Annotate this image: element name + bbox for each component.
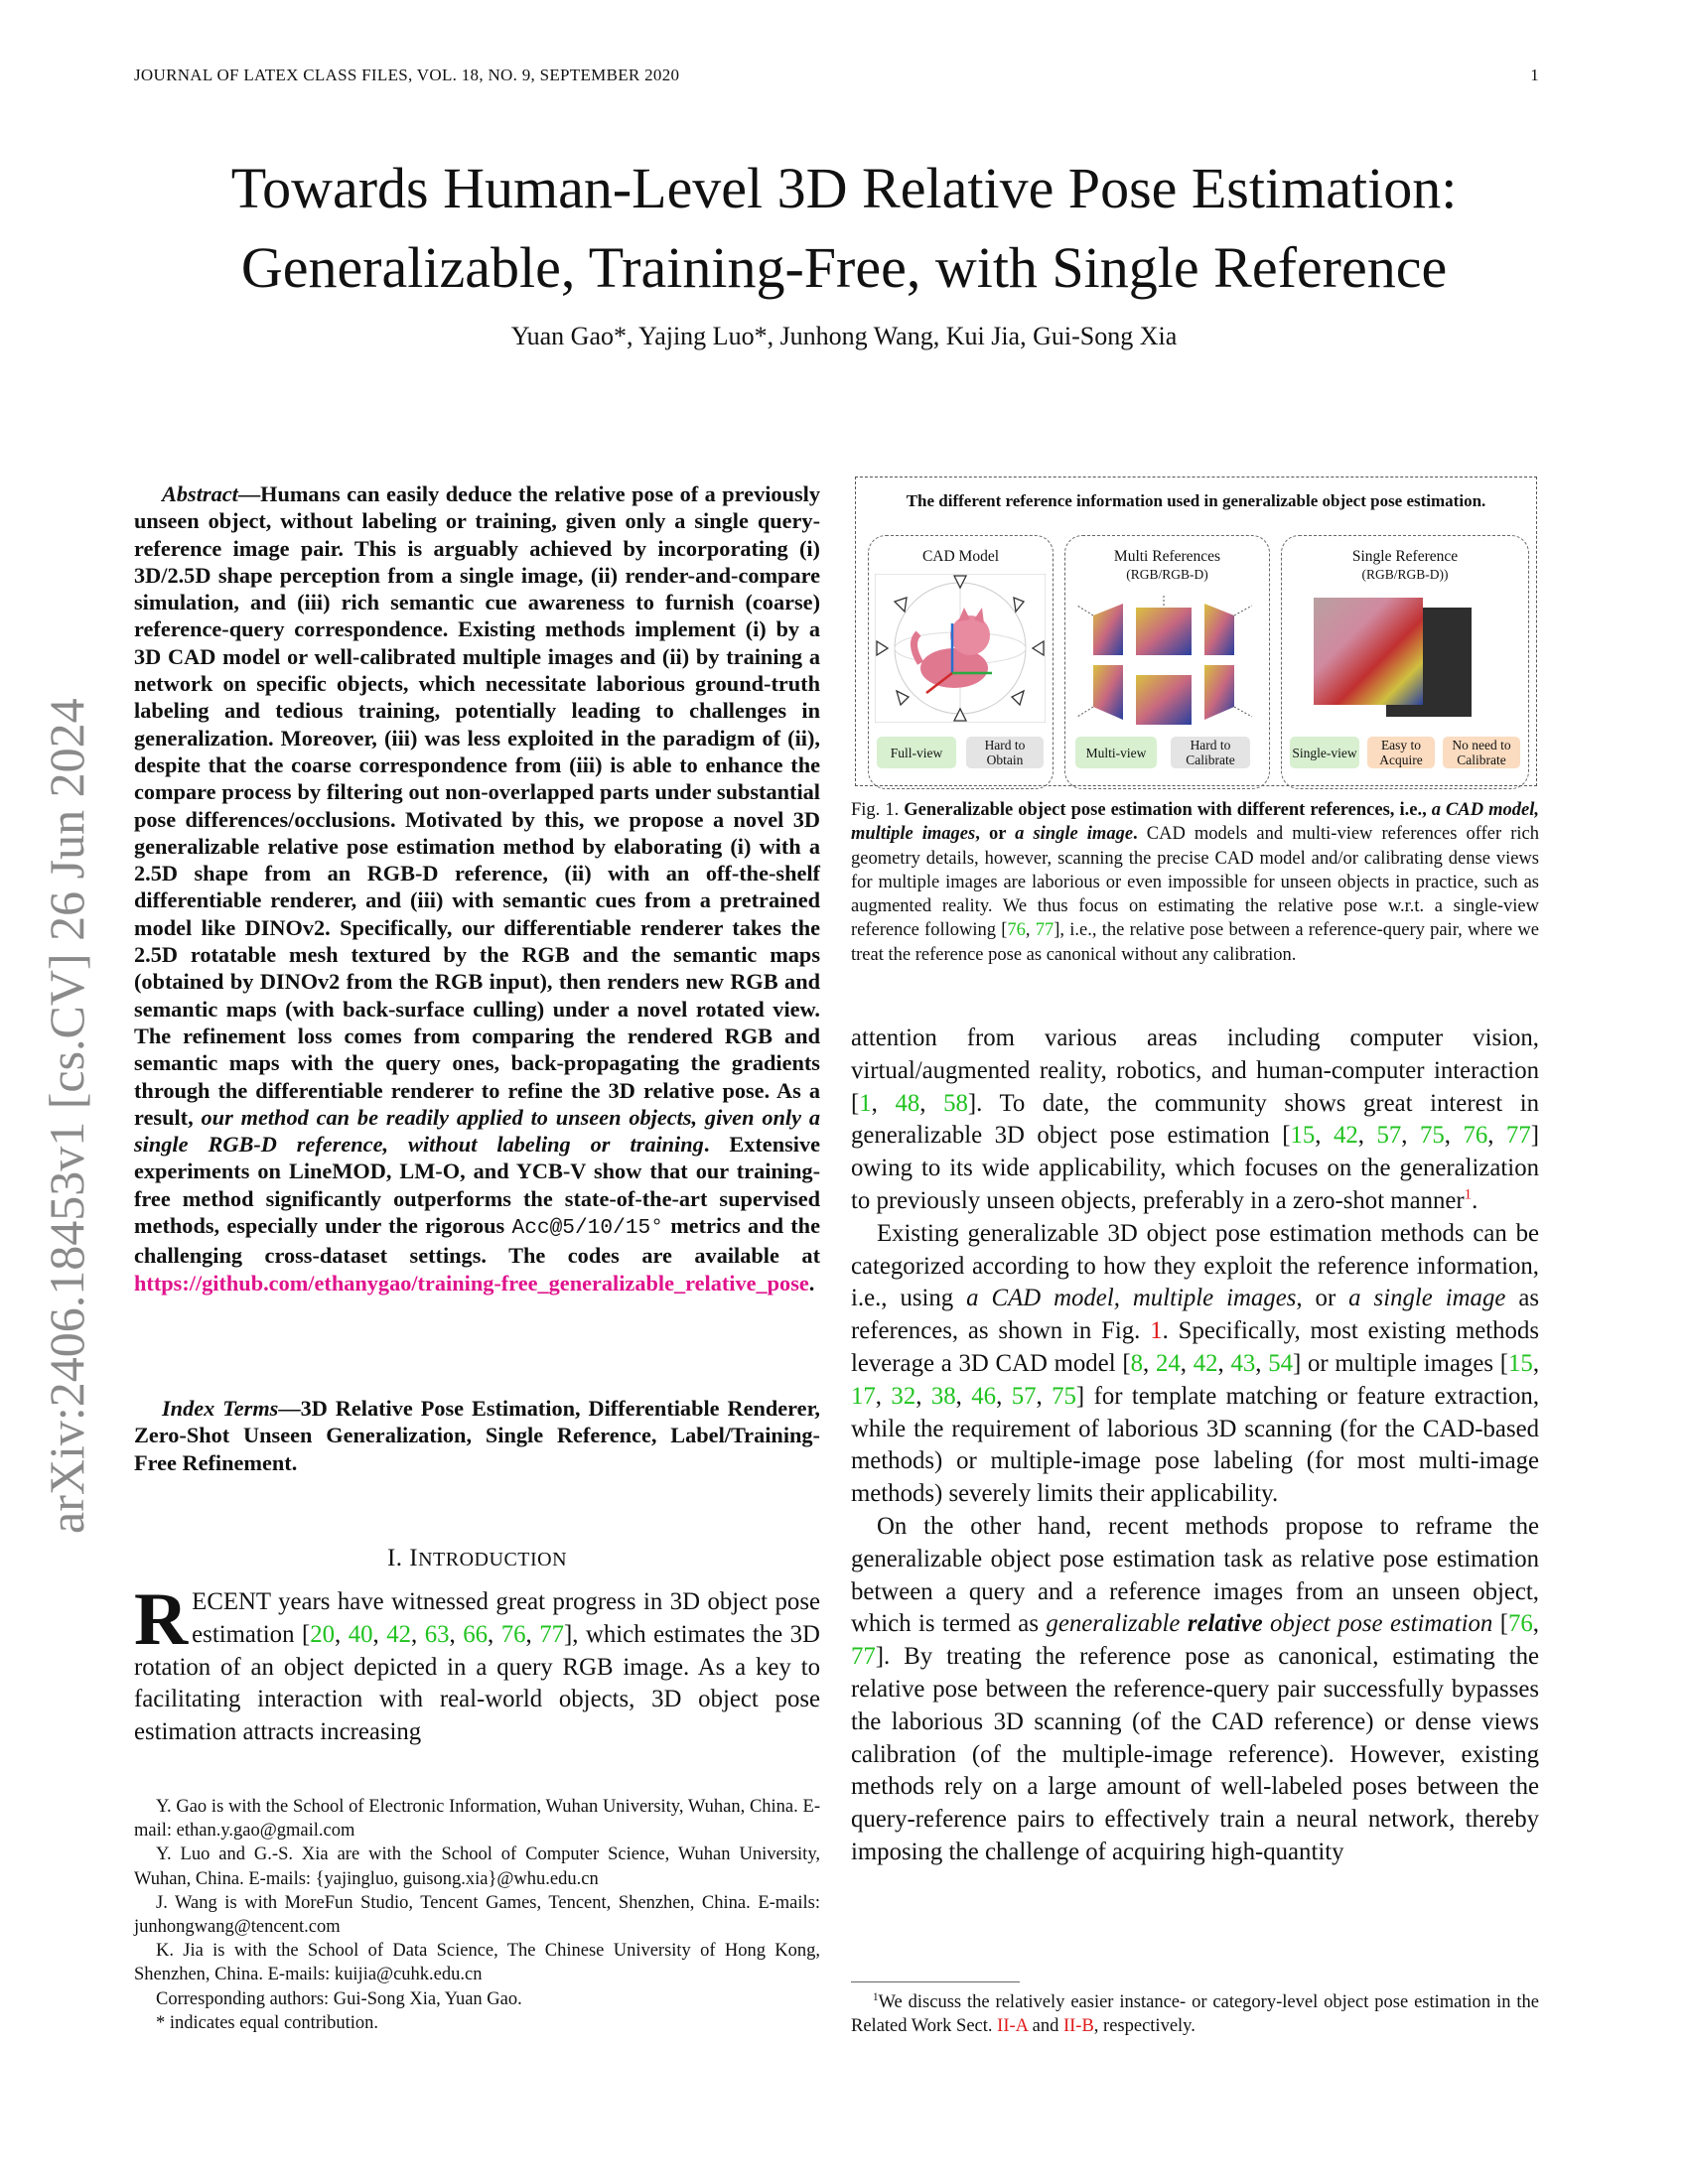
section-number: I. [386, 1545, 410, 1571]
text-segment: Index Terms [162, 1396, 279, 1421]
text-segment: , [1401, 1122, 1420, 1150]
paragraph [851, 1218, 1539, 1511]
text-segment: ] owing to its wide applicability, which focuses on the generalization to previously unseen objects, preferably in a zero-shot manner [851, 1122, 1539, 1214]
paper-title [0, 149, 1688, 308]
text-segment: a CAD model, multiple images [966, 1285, 1297, 1312]
panel-title-text: Multi References [1113, 548, 1221, 565]
text-segment: [ [1492, 1610, 1508, 1638]
text-segment: , [1180, 1349, 1194, 1377]
page-number: 1 [1530, 66, 1539, 84]
citation-link[interactable]: 15 [1508, 1349, 1533, 1377]
text-segment: , [871, 1089, 896, 1117]
panel-subtitle: (RGB/RGB-D)) [1361, 567, 1449, 582]
reference-link[interactable]: 1 [1150, 1317, 1163, 1345]
citation-link[interactable]: 77 [851, 1643, 876, 1671]
text-segment: ] for template matching or feature extraction, while the requirement of laborious 3D scanning (for the CAD-based methods) or multiple-image pose labeling (for most multi-image methods) severely limits their applicability. [851, 1382, 1540, 1508]
url-link[interactable]: https://github.com/ethanygao/training-free_generalizable_relative_pose [134, 1270, 809, 1296]
panel-title-text: Single Reference [1351, 548, 1459, 565]
citation-link[interactable]: 17 [851, 1382, 876, 1410]
tag-hard-to-calibrate: Hard to Calibrate [1171, 737, 1250, 768]
citation-link[interactable]: 57 [1011, 1382, 1037, 1410]
authors: Yuan Gao*, Yajing Luo*, Junhong Wang, Kui Jia, Gui-Song Xia [510, 322, 1178, 350]
intro-paragraph [134, 1578, 820, 1749]
citation-link[interactable]: 43 [1230, 1349, 1256, 1377]
citation-link[interactable]: 40 [348, 1620, 373, 1648]
footnote-item: J. Wang is with MoreFun Studio, Tencent Games, Tencent, Shenzhen, China. E-mails: junhongwang@tencent.com [134, 1892, 820, 1938]
text-segment: a single image [1015, 824, 1134, 845]
abstract [134, 480, 820, 1297]
text-segment: object pose estimation [1262, 1610, 1493, 1638]
text-segment: Abstract [162, 481, 238, 506]
figure-title: The different reference information used in generalizable object pose estimation. [906, 491, 1486, 510]
paragraph [851, 1511, 1539, 1869]
text-segment: , [1255, 1349, 1269, 1377]
journal-name: JOURNAL OF LATEX CLASS FILES, VOL. 18, NO. 9, SEPTEMBER 2020 [134, 66, 680, 84]
text-segment: Acc@5/10/15° [511, 1216, 663, 1241]
citation-link[interactable]: 57 [1376, 1122, 1402, 1150]
footnote-item: Corresponding authors: Gui-Song Xia, Yuan Gao. [156, 1988, 522, 2009]
text-segment: On the other hand, recent methods propose to reframe the generalizable object pose estimation task as relative pose estimation between a query and a reference images from an unseen object, which is termed as [851, 1512, 1539, 1638]
text-segment: Generalizable object pose estimation with different references, i.e., [904, 800, 1432, 820]
title-line-2: Generalizable, Training-Free, with Single Reference [240, 235, 1448, 300]
text-segment: —3D Relative Pose Estimation, Differentiable Renderer, Zero-Shot Unseen Generalization, Single Reference, Label/Training-Free Refinement. [134, 1396, 820, 1475]
footnote-rule [851, 1981, 1020, 1982]
panel-cad-model [868, 535, 1054, 789]
citation-link[interactable]: 63 [424, 1620, 450, 1648]
text-segment: a single image [1348, 1285, 1506, 1312]
citation-link[interactable]: 75 [1052, 1382, 1076, 1410]
text-segment: metrics and the challenging cross-dataset settings. The codes are available at [134, 1213, 820, 1269]
citation-link[interactable]: 75 [1419, 1122, 1445, 1150]
footnote-item: K. Jia is with the School of Data Science, The Chinese University of Hong Kong, Shenzhen, China. E-mails: kuijia@cuhk.edu.cn [134, 1941, 820, 1985]
citation-link[interactable]: 1 [859, 1089, 872, 1117]
text-segment: relative [1187, 1610, 1263, 1638]
text-segment: our method can be readily applied to unseen objects, given only a single RGB-D reference, without labeling or training [134, 1104, 820, 1158]
text-segment: a CAD model, multiple images [851, 800, 1539, 845]
text-segment: —Humans can easily deduce the relative pose of a previously unseen object, without labeling or training, given only a single query-reference image pair. This is arguably achieved by incorporating (i) 3D/2.5D shape perception from a single image, (ii) render-and-compare simulation, and (iii) rich semantic cue awareness to furnish (coarse) reference-query correspondence. Existing methods implement (i) by a 3D CAD model or well-calibrated multiple images and (ii) by training a network on specific objects, which necessitate laborious ground-truth labeling and tedious training, potentially leading to challenges in generalization. Moreover, (iii) was less exploited in the paradigm of (ii), despite that the coarse correspondence from (iii) is able to enhance the compare process by filtering out non-overlapped parts under substantial pose differences/occlusions. Motivated by this, we propose a novel 3D generalizable relative pose estimation method by elaborating (i) with a 2.5D shape from an RGB-D reference, (ii) with an off-the-shelf differentiable renderer, and (iii) with semantic cues from a pretrained model like DINOv2. Specifically, our differentiable renderer takes the 2.5D rotatable mesh textured by the RGB and the semantic maps (obtained by DINOv2 from the RGB input), then renders new RGB and semantic maps (with back-surface culling) under a novel rotated view. The refinement loss comes from comparing the rendered RGB and semantic maps with the query ones, back-propagating the gradients through the differentiable renderer to refine the 3D relative pose. As a result, [134, 481, 820, 1130]
citation-link[interactable]: 32 [891, 1382, 916, 1410]
text-segment: , [411, 1620, 425, 1648]
footnote-item: * indicates equal contribution. [156, 2012, 378, 2033]
panel-title [1065, 548, 1269, 584]
footnote-item: Y. Luo and G.-S. Xia are with the School of Computer Science, Wuhan University, Wuhan, China. E-mails: {yajingluo, guisong.xia}@whu.edu.cn [134, 1844, 820, 1889]
reference-link[interactable]: II-B [1062, 2016, 1094, 2037]
text-segment: , [488, 1620, 501, 1648]
tag-full-view: Full-view [877, 737, 956, 768]
citation-link[interactable]: 20 [310, 1620, 336, 1648]
text-segment: , [1143, 1349, 1156, 1377]
intro-text [134, 1578, 820, 1746]
paragraph [851, 1023, 1539, 1218]
text-segment: , [875, 1382, 892, 1410]
figure-1 [855, 477, 1537, 786]
tag-easy-to-acquire: Easy to Acquire [1367, 737, 1435, 768]
text-segment: , [915, 1382, 931, 1410]
text-segment: generalizable [1046, 1610, 1188, 1638]
tag-single-view: Single-view [1290, 737, 1359, 768]
citation-link[interactable]: 77 [1035, 920, 1055, 941]
text-segment: , [1487, 1122, 1506, 1150]
text-segment: , or [975, 824, 1016, 845]
citation-link[interactable]: 76 [1007, 920, 1026, 941]
text-segment: , [1444, 1122, 1464, 1150]
text-segment: , or [1296, 1285, 1349, 1312]
text-segment: ], i.e., the relative pose between a reference-query pair, where we treat the reference pose as canonical without any calibration. [851, 920, 1539, 965]
text-segment: . Extensive experiments on LineMOD, LM-O, and YCB-V show that our training-free method significantly outperforms the state-of-the-art supervised methods, especially under the rigorous [134, 1132, 821, 1239]
text-segment: ]. By treating the reference pose as canonical, estimating the relative pose between the reference-query pair successfully bypasses the laborious 3D scanning (of the CAD reference) or dense views calibration (of the multiple-image reference). However, existing methods rely on a large amount of well-labeled poses between the query-reference pairs to effectively train a neural network, thereby imposing the challenge of acquiring high-quantity [851, 1643, 1539, 1865]
heading-rest: NTRODUCTION [418, 1549, 568, 1570]
text-segment: Existing generalizable 3D object pose estimation methods can be categorized according to how they exploit the reference information, i.e., using [851, 1219, 1539, 1312]
text-segment: , [1357, 1122, 1377, 1150]
heading-initial: I [409, 1545, 419, 1571]
citation-link[interactable]: 24 [1155, 1349, 1181, 1377]
citation-link[interactable]: 46 [971, 1382, 997, 1410]
text-segment: , [919, 1089, 944, 1117]
running-header [134, 66, 1539, 85]
reference-link[interactable]: II-A [997, 2016, 1028, 2037]
citation-link[interactable]: 42 [386, 1620, 412, 1648]
title-line-1: Towards Human-Level 3D Relative Pose Estimation: [230, 156, 1458, 220]
rgb-reference-image [1314, 598, 1423, 705]
text-segment: , [449, 1620, 464, 1648]
figure-caption [851, 798, 1539, 967]
citation-link[interactable]: 38 [930, 1382, 956, 1410]
text-segment: . [808, 1270, 815, 1296]
tag-hard-to-obtain: Hard to Obtain [966, 737, 1044, 768]
footnote-1 [851, 1990, 1539, 2038]
reference-link[interactable]: 1 [1464, 1186, 1473, 1203]
section-heading-introduction [134, 1545, 820, 1572]
text-segment: ], which estimates the 3D rotation of an object depicted in a query RGB image. As a key to facilitating interaction with real-world objects, 3D object pose estimation attracts increasing [134, 1620, 820, 1746]
text-segment: , [955, 1382, 972, 1410]
citation-link[interactable]: 54 [1268, 1349, 1293, 1377]
index-terms [134, 1395, 820, 1476]
citation-link[interactable]: 66 [463, 1620, 489, 1648]
panel-title: CAD Model [921, 548, 1000, 565]
text-segment: , [1025, 920, 1036, 941]
citation-link[interactable]: 8 [1130, 1349, 1143, 1377]
author-footnotes [134, 1795, 820, 2035]
citation-link[interactable]: 48 [895, 1089, 920, 1117]
citation-link[interactable]: 76 [1507, 1610, 1533, 1638]
citation-link[interactable]: 42 [1193, 1349, 1218, 1377]
text-segment: , [996, 1382, 1012, 1410]
tag-multi-view: Multi-view [1075, 737, 1157, 768]
panel-single-reference [1281, 535, 1529, 789]
footnote-item: Y. Gao is with the School of Electronic Information, Wuhan University, Wuhan, China. E-mail: ethan.y.gao@gmail.com [134, 1797, 820, 1842]
text-segment: , [335, 1620, 349, 1648]
text-segment: . Specifically, most existing methods leverage a 3D CAD model [ [851, 1317, 1539, 1377]
text-segment: ] or multiple images [ [1293, 1349, 1509, 1377]
text-segment: , [525, 1620, 540, 1648]
text-segment: , [372, 1620, 387, 1648]
citation-link[interactable]: 77 [1505, 1122, 1531, 1150]
arxiv-stamp: arXiv:2406.18453v1 [cs.CV] 26 Jun 2024 [39, 698, 94, 1534]
text-segment: , [1315, 1122, 1334, 1150]
text-segment: , [1036, 1382, 1053, 1410]
text-segment: attention from various areas including computer vision, virtual/augmented reality, robotics, and human-computer interaction [ [851, 1024, 1539, 1117]
text-segment: , respectively. [1093, 2016, 1196, 2037]
multi-view-images [1073, 596, 1262, 725]
text-segment: We discuss the relatively easier instance- or category-level object pose estimation in the Related Work Sect. [851, 1992, 1539, 2037]
citation-link[interactable]: 15 [1290, 1122, 1316, 1150]
panel-title [1282, 548, 1528, 584]
text-segment: . [1133, 824, 1147, 845]
drop-cap: R [134, 1578, 189, 1661]
tag-no-need-to-calibrate: No need to Calibrate [1443, 737, 1520, 768]
panel-subtitle: (RGB/RGB-D) [1126, 567, 1208, 582]
citation-link[interactable]: 76 [500, 1620, 526, 1648]
text-segment: Fig. 1. [851, 800, 905, 820]
text-segment: ]. To date, the community shows great interest in generalizable 3D object pose estimation [ [851, 1089, 1539, 1150]
text-segment: ECENT years have witnessed great progress in 3D object pose estimation [ [192, 1588, 820, 1648]
text-segment: . [1472, 1186, 1478, 1214]
citation-link[interactable]: 77 [539, 1620, 565, 1648]
panel-multi-references [1064, 535, 1270, 789]
text-segment: and [1028, 2016, 1063, 2037]
text-segment: CAD models and multi-view references offer rich geometry details, however, scanning the precise CAD model and/or calibrating dense views for multiple images are laborious or even impossible for unseen objects in practice, such as augmented reality. We thus focus on estimating the relative pose w.r.t. a single-view reference following [ [851, 824, 1540, 941]
cad-model-image [875, 574, 1046, 723]
text-segment: , [1532, 1610, 1539, 1638]
text-segment: 1 [873, 1990, 879, 2003]
text-segment: , [1532, 1349, 1540, 1377]
text-segment: as references, as shown in Fig. [851, 1285, 1539, 1345]
right-column-text [851, 1023, 1539, 1869]
citation-link[interactable]: 76 [1463, 1122, 1488, 1150]
citation-link[interactable]: 58 [943, 1089, 968, 1117]
citation-link[interactable]: 42 [1333, 1122, 1358, 1150]
text-segment: , [1217, 1349, 1231, 1377]
